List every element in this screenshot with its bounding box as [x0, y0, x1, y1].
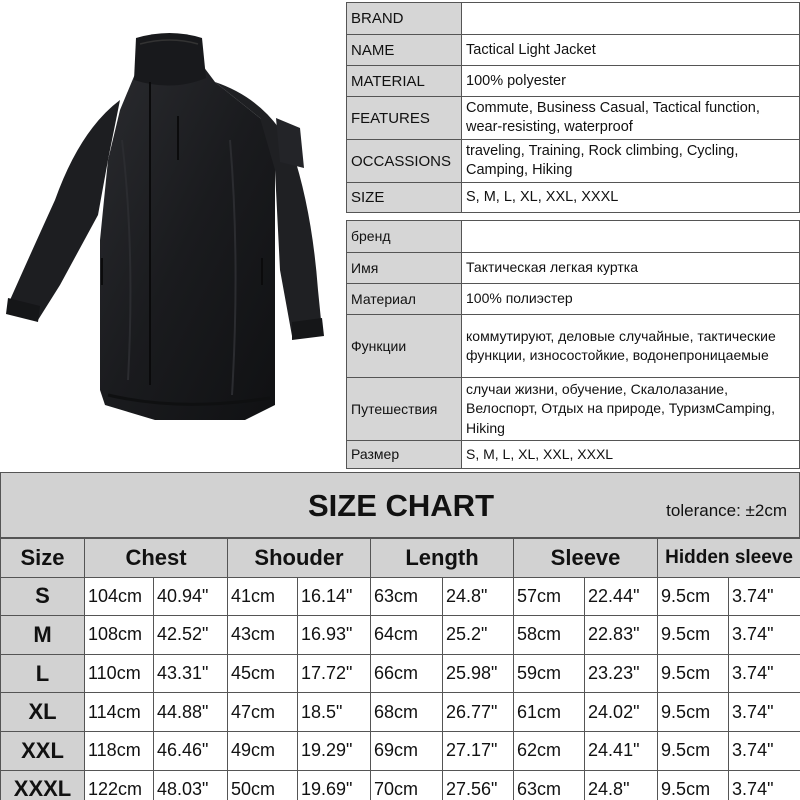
size-cell: XXL: [1, 731, 85, 770]
length-cm-cell: 66cm: [371, 654, 443, 693]
hidden-sleeve-in-cell: 3.74": [729, 616, 800, 655]
hidden-sleeve-cm-cell: 9.5cm: [658, 693, 729, 732]
size-chart-header: [0, 472, 800, 538]
sleeve-in-cell: 24.41": [585, 731, 658, 770]
shoulder-in-cell: 19.69": [298, 770, 371, 800]
col-header-shoulder: Shouder: [228, 539, 371, 578]
table-row: [1, 770, 800, 800]
spec-key: NAME: [347, 35, 462, 66]
shoulder-in-cell: 19.29": [298, 731, 371, 770]
tolerance-note: tolerance: ±2cm: [666, 501, 787, 520]
spec-value: traveling, Training, Rock climbing, Cycling, Camping, Hiking: [462, 140, 800, 183]
chest-cm-cell: 118cm: [85, 731, 154, 770]
size-cell: XXXL: [1, 770, 85, 800]
spec-value: Commute, Business Casual, Tactical function, wear-resisting, waterproof: [462, 97, 800, 140]
spec-key: Путешествия: [347, 378, 462, 441]
spec-row-name: [347, 35, 800, 66]
chest-cm-cell: 122cm: [85, 770, 154, 800]
hidden-sleeve-in-cell: 3.74": [729, 577, 800, 616]
chest-cm-cell: 104cm: [85, 577, 154, 616]
col-header-length: Length: [371, 539, 514, 578]
chest-in-cell: 46.46": [154, 731, 228, 770]
spec-key: MATERIAL: [347, 66, 462, 97]
spec-value: 100% polyester: [462, 66, 800, 97]
shoulder-in-cell: 16.93": [298, 616, 371, 655]
table-row: [1, 693, 800, 732]
hidden-sleeve-in-cell: 3.74": [729, 654, 800, 693]
table-row: [1, 654, 800, 693]
col-header-hidden-sleeve: Hidden sleeve: [658, 539, 800, 578]
size-table: [0, 538, 800, 800]
sleeve-in-cell: 22.83": [585, 616, 658, 655]
jacket-image: [0, 0, 345, 470]
shoulder-cm-cell: 50cm: [228, 770, 298, 800]
size-table-header-row: [1, 539, 800, 578]
chest-cm-cell: 114cm: [85, 693, 154, 732]
length-in-cell: 27.17": [443, 731, 514, 770]
table-row: [1, 731, 800, 770]
length-in-cell: 26.77": [443, 693, 514, 732]
shoulder-cm-cell: 45cm: [228, 654, 298, 693]
sleeve-cm-cell: 58cm: [514, 616, 585, 655]
spec-table-en: [346, 2, 800, 213]
spec-row-material: [347, 66, 800, 97]
shoulder-in-cell: 16.14": [298, 577, 371, 616]
spec-row-brand: [347, 221, 800, 253]
length-cm-cell: 63cm: [371, 577, 443, 616]
table-row: [1, 577, 800, 616]
sleeve-in-cell: 24.02": [585, 693, 658, 732]
table-row: [1, 616, 800, 655]
length-in-cell: 27.56": [443, 770, 514, 800]
sleeve-cm-cell: 62cm: [514, 731, 585, 770]
col-header-chest: Chest: [85, 539, 228, 578]
spec-key: Размер: [347, 441, 462, 469]
spec-key: FEATURES: [347, 97, 462, 140]
spec-value: Tactical Light Jacket: [462, 35, 800, 66]
spec-table-ru: [346, 220, 800, 469]
hidden-sleeve-cm-cell: 9.5cm: [658, 654, 729, 693]
length-cm-cell: 69cm: [371, 731, 443, 770]
spec-key: BRAND: [347, 3, 462, 35]
spec-row-material: [347, 284, 800, 315]
hidden-sleeve-cm-cell: 9.5cm: [658, 577, 729, 616]
spec-value: коммутируют, деловые случайные, тактические функции, износостойкие, водонепроницаемые: [462, 315, 800, 378]
hidden-sleeve-cm-cell: 9.5cm: [658, 616, 729, 655]
chest-in-cell: 42.52": [154, 616, 228, 655]
spec-row-features: [347, 315, 800, 378]
sleeve-cm-cell: 63cm: [514, 770, 585, 800]
spec-value: Тактическая легкая куртка: [462, 253, 800, 284]
spec-key: Материал: [347, 284, 462, 315]
size-cell: M: [1, 616, 85, 655]
size-chart: [0, 472, 800, 800]
spec-row-brand: [347, 3, 800, 35]
length-in-cell: 25.98": [443, 654, 514, 693]
sleeve-in-cell: 22.44": [585, 577, 658, 616]
shoulder-cm-cell: 41cm: [228, 577, 298, 616]
sleeve-in-cell: 23.23": [585, 654, 658, 693]
hidden-sleeve-in-cell: 3.74": [729, 731, 800, 770]
chest-cm-cell: 108cm: [85, 616, 154, 655]
spec-row-size: [347, 441, 800, 469]
spec-value: S, M, L, XL, XXL, XXXL: [462, 441, 800, 469]
size-chart-title: SIZE CHART: [308, 488, 494, 523]
product-photo: [0, 0, 345, 470]
sleeve-in-cell: 24.8": [585, 770, 658, 800]
spec-value: случаи жизни, обучение, Скалолазание, Велоспорт, Отдых на природе, ТуризмCamping, Hiking: [462, 378, 800, 441]
spec-value: S, M, L, XL, XXL, XXXL: [462, 183, 800, 213]
spec-value: [462, 221, 800, 253]
size-cell: L: [1, 654, 85, 693]
spec-row-occasions: [347, 140, 800, 183]
spec-row-name: [347, 253, 800, 284]
hidden-sleeve-cm-cell: 9.5cm: [658, 731, 729, 770]
size-cell: XL: [1, 693, 85, 732]
shoulder-cm-cell: 49cm: [228, 731, 298, 770]
spec-value: 100% полиэстер: [462, 284, 800, 315]
spec-key: Имя: [347, 253, 462, 284]
chest-in-cell: 48.03": [154, 770, 228, 800]
shoulder-in-cell: 17.72": [298, 654, 371, 693]
size-cell: S: [1, 577, 85, 616]
shoulder-in-cell: 18.5": [298, 693, 371, 732]
col-header-sleeve: Sleeve: [514, 539, 658, 578]
spec-row-features: [347, 97, 800, 140]
spec-key: OCCASSIONS: [347, 140, 462, 183]
chest-in-cell: 43.31": [154, 654, 228, 693]
spec-key: Функции: [347, 315, 462, 378]
chest-cm-cell: 110cm: [85, 654, 154, 693]
chest-in-cell: 44.88": [154, 693, 228, 732]
hidden-sleeve-cm-cell: 9.5cm: [658, 770, 729, 800]
shoulder-cm-cell: 47cm: [228, 693, 298, 732]
length-in-cell: 25.2": [443, 616, 514, 655]
shoulder-cm-cell: 43cm: [228, 616, 298, 655]
sleeve-cm-cell: 57cm: [514, 577, 585, 616]
length-in-cell: 24.8": [443, 577, 514, 616]
length-cm-cell: 70cm: [371, 770, 443, 800]
chest-in-cell: 40.94": [154, 577, 228, 616]
length-cm-cell: 68cm: [371, 693, 443, 732]
hidden-sleeve-in-cell: 3.74": [729, 693, 800, 732]
length-cm-cell: 64cm: [371, 616, 443, 655]
spec-key: бренд: [347, 221, 462, 253]
spec-value: [462, 3, 800, 35]
sleeve-cm-cell: 59cm: [514, 654, 585, 693]
spec-row-size: [347, 183, 800, 213]
spec-row-travel: [347, 378, 800, 441]
sleeve-cm-cell: 61cm: [514, 693, 585, 732]
col-header-size: Size: [1, 539, 85, 578]
hidden-sleeve-in-cell: 3.74": [729, 770, 800, 800]
spec-key: SIZE: [347, 183, 462, 213]
